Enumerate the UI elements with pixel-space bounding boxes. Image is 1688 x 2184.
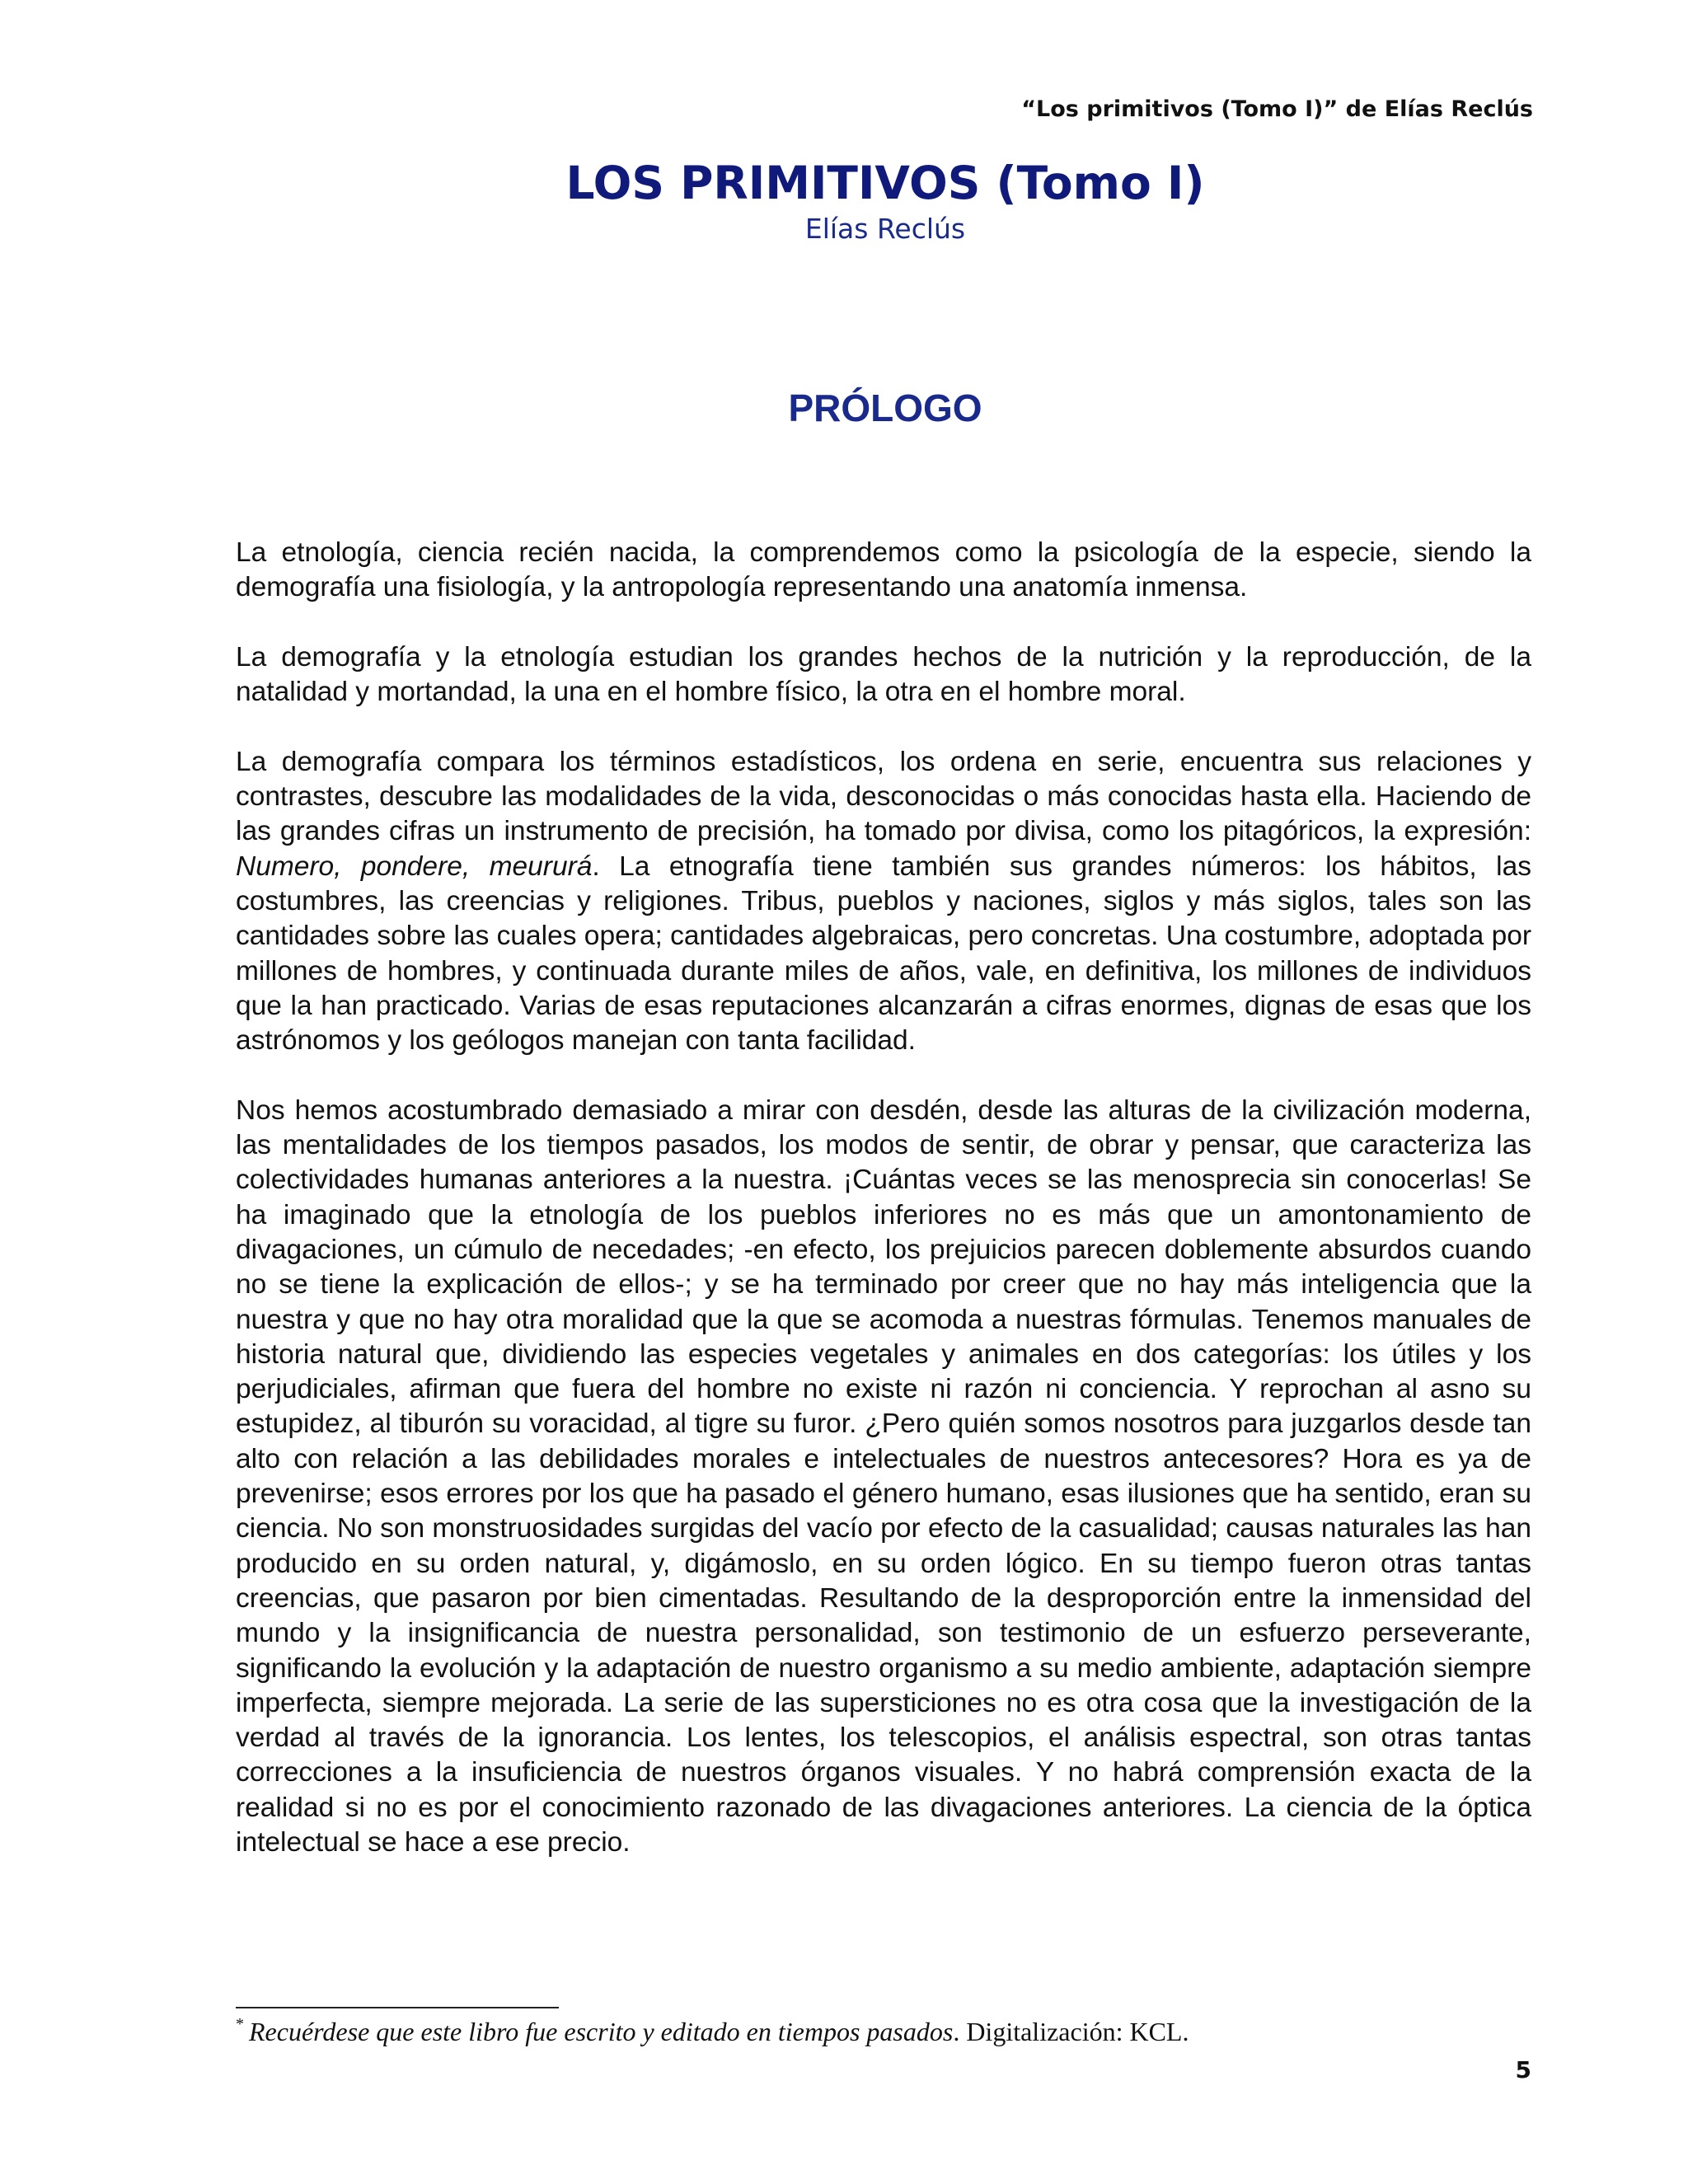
paragraph-3-part-1: La demografía compara los términos estadísticos, los ordena en serie, encuentra sus relaciones y contrastes, descubre las modalidades de la vida, desconocidas o más conocidas hasta ella. Haciendo de las grandes cifras un instrumento de precisión, ha tomado por divisa, como los pitagóricos, la expresión:: [236, 746, 1531, 847]
footnote: [236, 2015, 1189, 2047]
running-header: “Los primitivos (Tomo I)” de Elías Reclús: [1021, 96, 1533, 122]
paragraph-1: La etnología, ciencia recién nacida, la comprendemos como la psicología de la especie, siendo la demografía una fisiología, y la antropología representando una anatomía inmensa.: [236, 537, 1531, 603]
footnote-italic-text: Recuérdese que este libro fue escrito y editado en tiempos pasados: [249, 2017, 954, 2046]
page-number: 5: [1515, 2056, 1531, 2083]
paragraph-2: La demografía y la etnología estudian los grandes hechos de la nutrición y la reproducción, de la natalidad y mortandad, la una en el hombre físico, la otra en el hombre moral.: [236, 641, 1531, 708]
footnote-marker: *: [236, 2015, 244, 2033]
paragraph-4: Nos hemos acostumbrado demasiado a mirar con desdén, desde las alturas de la civilización moderna, las mentalidades de los tiempos pasados, los modos de sentir, de obrar y pensar, que caracteriza las colectividades humanas anteriores a la nuestra. ¡Cuántas veces se las menosprecia sin conocerlas! Se ha imaginado que la etnología de los pueblos inferiores no es más que un amontonamiento de divagaciones, un cúmulo de necedades; -en efecto, los prejuicios parecen doblemente absurdos cuando no se tiene la explicación de ellos-; y se ha terminado por creer que no hay más inteligencia que la nuestra y que no hay otra moralidad que la que se acomoda a nuestras fórmulas. Tenemos manuales de historia natural que, dividiendo las especies vegetales y animales en dos categorías: los útiles y los perjudiciales, afirman que fuera del hombre no existe ni razón ni conciencia. Y reprochan al asno su estupidez, al tiburón su voracidad, al tigre su furor. ¿Pero quién somos nosotros para juzgarlos desde tan alto con relación a las debilidades morales e intelectuales de nuestros antecesores? Hora es ya de prevenirse; esos errores por los que ha pasado el género humano, esas ilusiones que ha sentido, eran su ciencia. No son monstruosidades surgidas del vacío por efecto de la casualidad; causas naturales las han producido en su orden natural, y, digámoslo, en su orden lógico. En su tiempo fueron otras tantas creencias, que pasaron por bien cimentadas. Resultando de la desproporción entre la inmensidad del mundo y la insignificancia de nuestra personalidad, son testimonio de un esfuerzo perseverante, significando la evolución y la adaptación de nuestro organismo a su medio ambiente, adaptación siempre imperfecta, siempre mejorada. La serie de las supersticiones no es otra cosa que la investigación de la verdad al través de la ignorancia. Los lentes, los telescopios, el análisis espectral, son otras tantas correcciones a la insuficiencia de nuestros órganos visuales. Y no habrá comprensión exacta de la realidad si no es por el conocimiento razonado de las divagaciones anteriores. La ciencia de la óptica intelectual se hace a ese precio.: [236, 1094, 1531, 1858]
book-author: Elías Reclús: [804, 213, 966, 245]
book-title: LOS PRIMITIVOS (Tomo I): [565, 157, 1205, 209]
paragraph-3-part-2: . La etnografía tiene también sus grandes números: los hábitos, las costumbres, las creencias y religiones. Tribus, pueblos y naciones, siglos y más siglos, tales son las cantidades sobre las cuales opera; cantidades algebraicas, pero concretas. Una costumbre, adoptada por millones de hombres, y continuada durante miles de años, vale, en definitiva, los millones de individuos que la han practicado. Varias de esas reputaciones alcanzarán a cifras enormes, dignas de esas que los astrónomos y los geólogos manejan con tanta facilidad.: [236, 851, 1531, 1057]
footnote-divider: [236, 2007, 559, 2008]
body-text: [236, 536, 1531, 1860]
paragraph-3: [236, 745, 1531, 1059]
latin-motto: Numero, pondere, meururá: [236, 851, 593, 882]
section-heading: PRÓLOGO: [788, 387, 982, 429]
footnote-plain-text: . Digitalización: KCL.: [953, 2017, 1189, 2046]
